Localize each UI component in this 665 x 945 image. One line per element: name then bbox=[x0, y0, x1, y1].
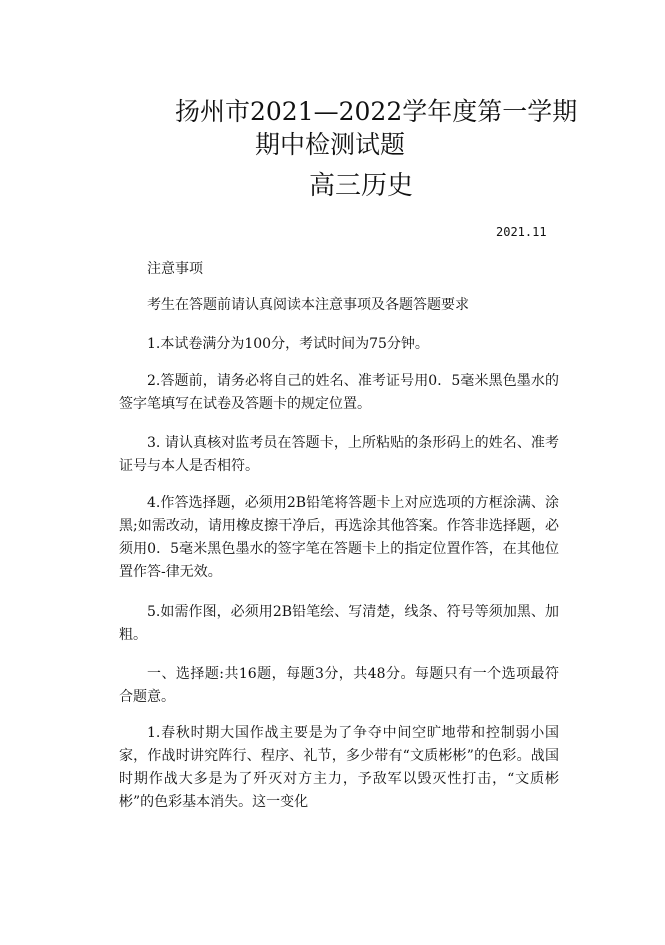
notice-intro: 考生在答题前请认真阅读本注意事项及各题答题要求 bbox=[147, 297, 469, 313]
notice-heading: 注意事项 bbox=[147, 261, 203, 277]
exam-date: 2021.11 bbox=[496, 225, 547, 239]
notice-item-5: 5.如需作图，必须用2B铅笔绘、写清楚，线条、符号等须加黑、加粗。 bbox=[119, 604, 559, 643]
notice-item-2: 2.答题前，请务必将自己的姓名、准考证号用0．5毫米黑色墨水的签字笔填写在试卷及答题卡的规定位置。 bbox=[119, 373, 559, 412]
question-1-text: 1.春秋时期大国作战主要是为了争夺中间空旷地带和控制弱小国家，作战时讲究阵行、程序、礼节，多少带有“文质彬彬”的色彩。战国时期作战大多是为了歼灭对方主力，予敌军以毁灭性打击，“文质彬彬”的色彩基本消失。这一变化 bbox=[119, 725, 559, 810]
notice-item-1: 1.本试卷满分为100分，考试时间为75分钟。 bbox=[147, 336, 429, 352]
exam-title-line1: 扬州市2021—2022学年度第一学期 bbox=[175, 97, 578, 126]
section-heading: 一、选择题:共16题，每题3分，共48分。每题只有一个选项最符合题意。 bbox=[119, 666, 559, 705]
exam-title-line2: 期中检测试题 bbox=[255, 130, 406, 159]
notice-item-4: 4.作答选择题，必须用2B铅笔将答题卡上对应选项的方框涂满、涂黑;如需改动，请用橡皮擦干净后，再选涂其他答案。作答非选择题，必须用0．5毫米黑色墨水的签字笔在答题卡上的指定位置作答，在其他位置作答-律无效。 bbox=[119, 495, 559, 580]
notice-item-3: 3. 请认真核对监考员在答题卡，上所粘贴的条形码上的姓名、准考证号与本人是否相符。 bbox=[119, 435, 559, 474]
exam-subject: 高三历史 bbox=[309, 171, 414, 201]
